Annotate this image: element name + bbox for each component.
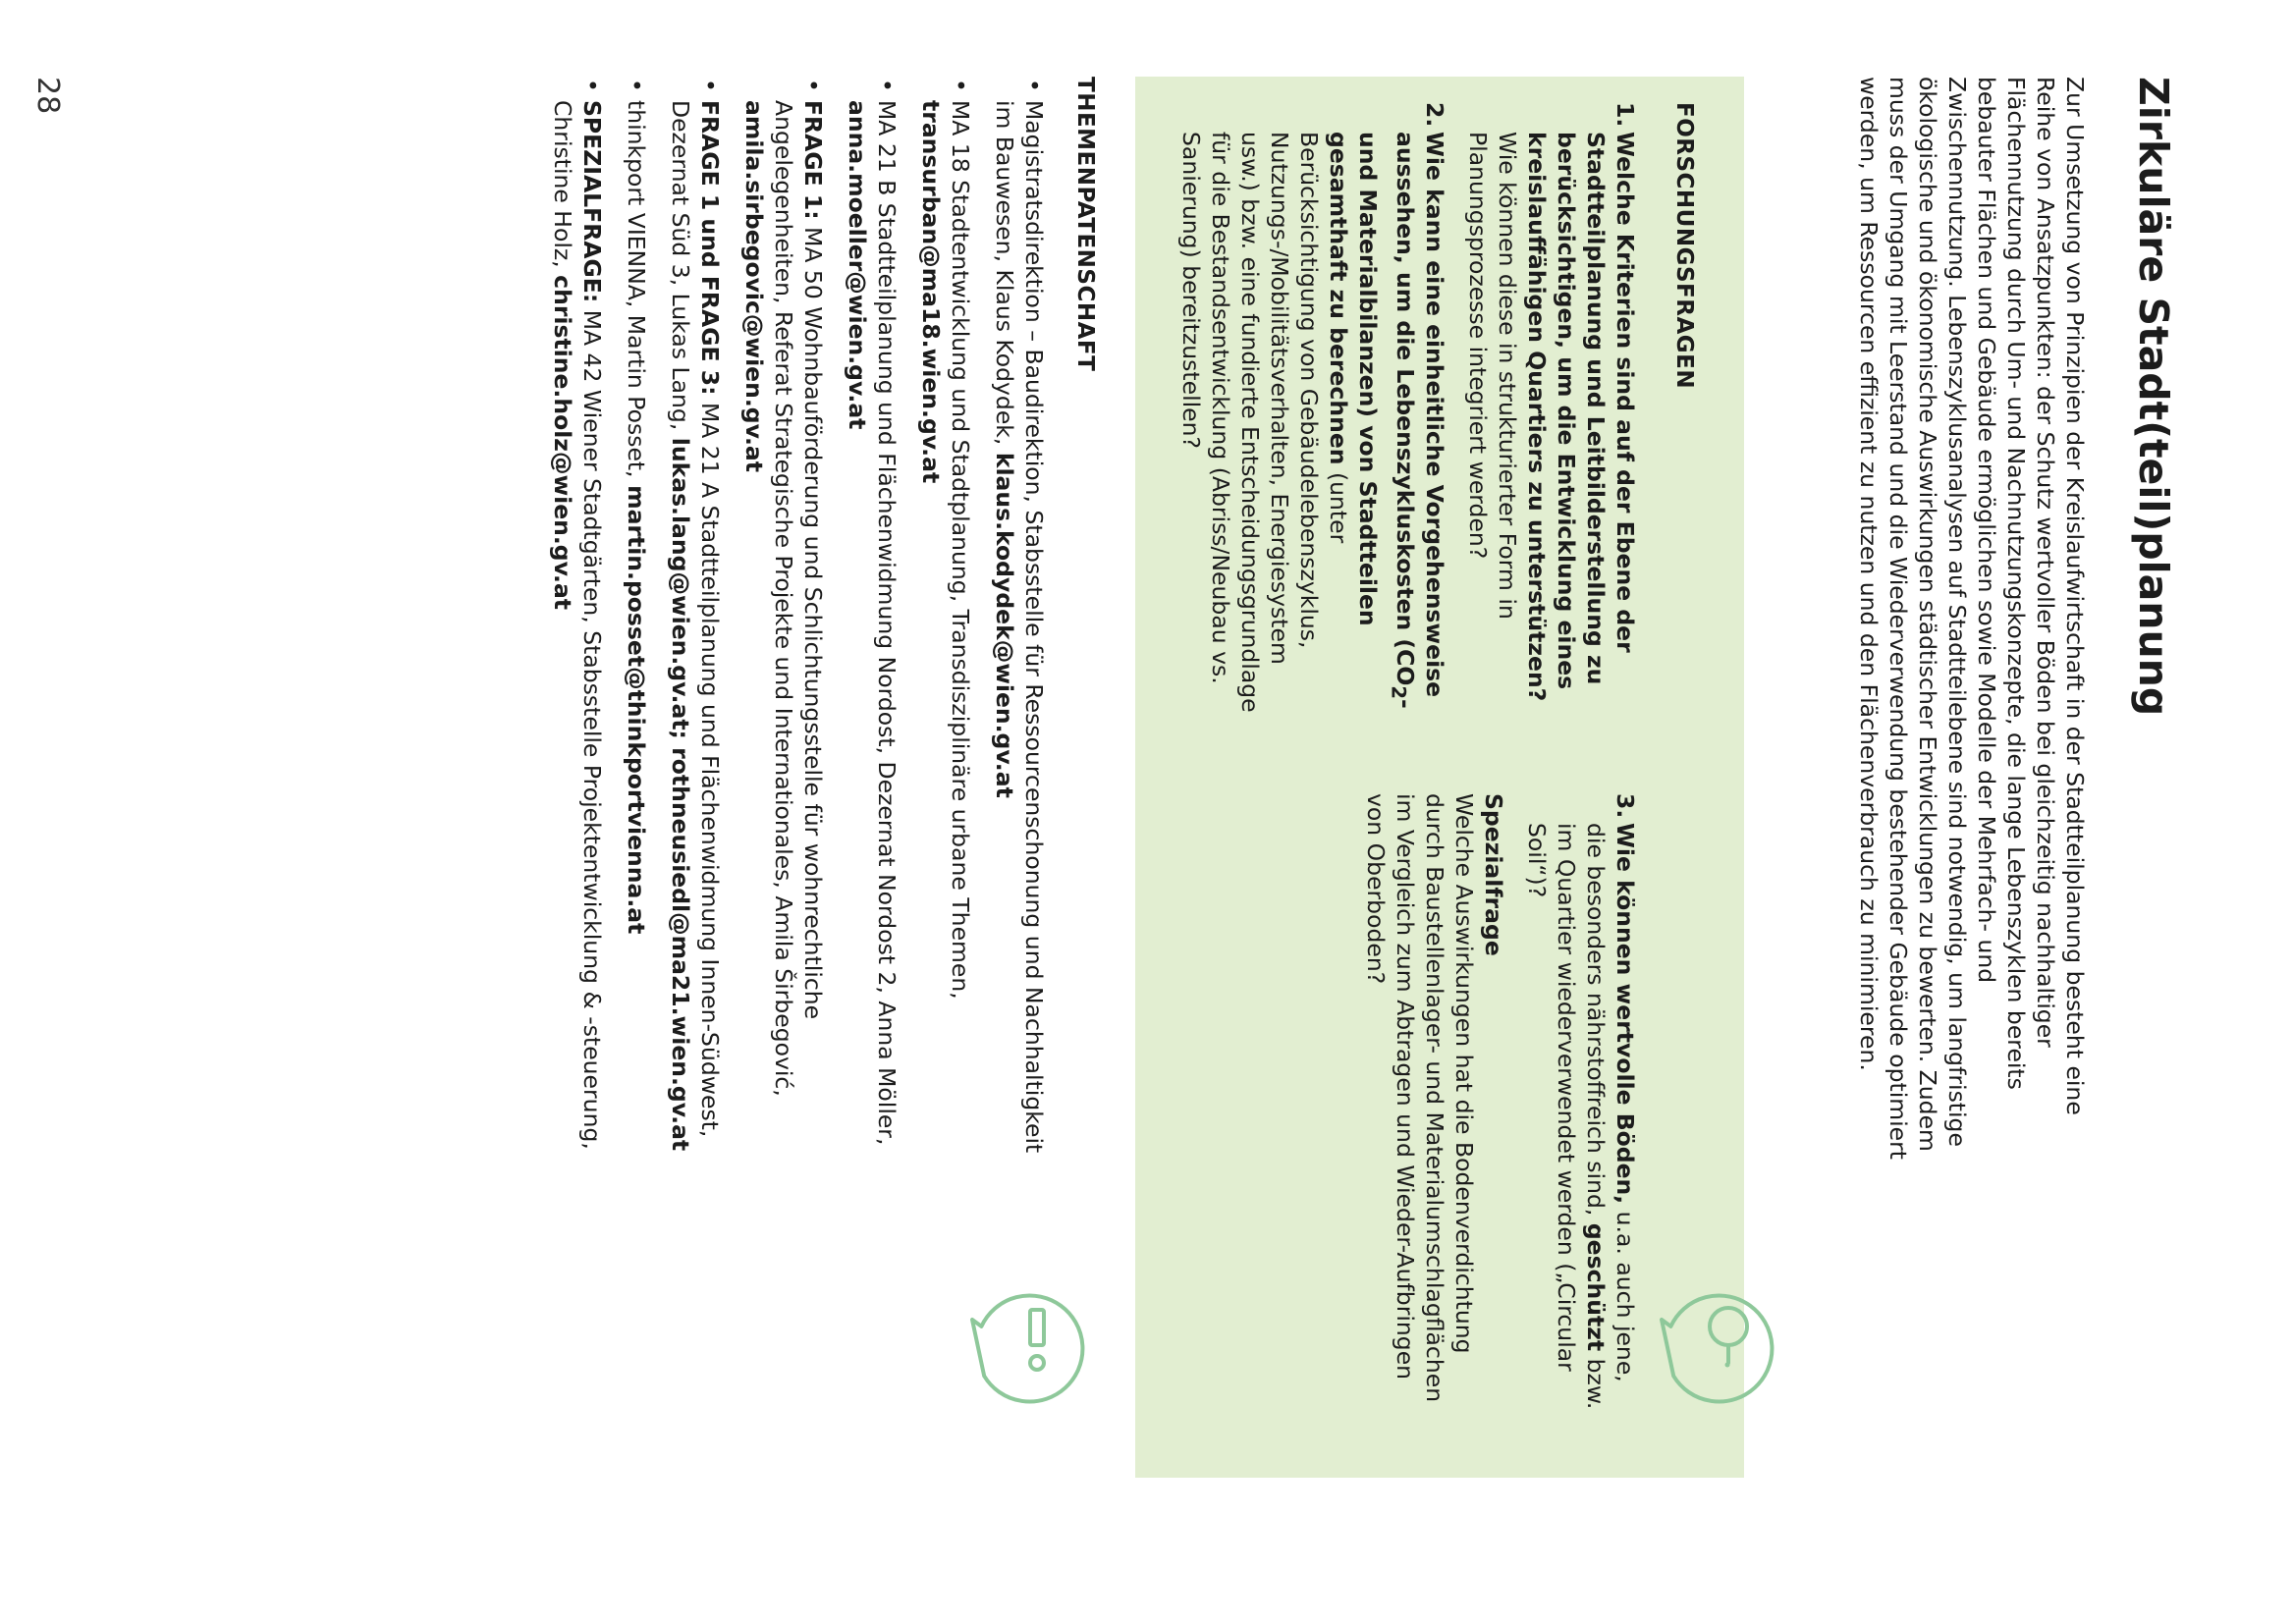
email-address: anna.moeller@wien.gv.at bbox=[844, 100, 871, 430]
page-title: Zirkuläre Stadt(teil)planung bbox=[2130, 77, 2177, 717]
question-text: Wie können wertvolle Böden, u.a. auch jene, die besonders nährstoffreich sind, geschützt bzw. im Quartier wiederverwendet werden („Circular Soil“)? bbox=[1523, 823, 1639, 1410]
question-text: Wie kann eine einheitliche Vorgehensweise aussehen, um die Lebenszykluskosten ($CO_2-$ und Materialbilanzen) von Stadtteilen gesamthaft zu berechnen (unter Berücksichtigung von Gebäudelebenszyklus, Nutzungs-/Mobilitätsverhalten, Energiesystem usw.) bzw. eine fundierte Entscheidungsgrundlage für die Bestandsentwicklung (Abriss/Neubau vs. Sanierung) bereitzustellen? bbox=[1177, 132, 1448, 713]
intro-paragraph: Zur Umsetzung von Prinzipien der Kreislaufwirtschaft in der Stadtteilplanung besteht eine Reihe von Ansatzpunkten: der Schutz wertvoller Böden bei gleichzeitig nachhaltiger Flächennutzung durch Um- und Nachnutzungskonzepte, die lange Lebenszyklen bereits bebauter Flächen und Gebäude ermöglichen sowie Modelle der Mehrfach- und Zwischennutzung. Lebenszyklusanalysen auf Stadtteilebene sind notwendig, um langfristige ökologische und ökonomische Auswirkungen städtischer Entwicklungen zu bewerten. Zudem muss der Umgang mit Leerstand und die Wiederverwendung bestehender Gebäude optimiert werden, um Ressourcen effizient zu nutzen und den Flächenverbrauch zu minimieren. bbox=[1855, 77, 2090, 1160]
research-question-1 bbox=[1463, 102, 1640, 731]
research-questions-box bbox=[1135, 77, 1744, 1478]
question-speech-bubble-icon bbox=[1656, 1282, 1783, 1410]
email-address: transurban@ma18.wien.gv.at bbox=[917, 100, 945, 484]
special-question-heading: Spezialfrage bbox=[1480, 793, 1507, 956]
list-item: • thinkport VIENNA, Martin Posset, martin.posset@thinkportvienna.at bbox=[622, 77, 651, 1176]
special-question-text: Welche Auswirkungen hat die Bodenverdichtung durch Baustellenlager- und Materialumschlagflächen im Vergleich zum Abtragen und Wieder-Aufbringen von Oberboden? bbox=[1362, 793, 1478, 1403]
themenpatenschaft-heading: THEMENPATENSCHAFT bbox=[1072, 77, 1098, 372]
question-number: 3. bbox=[1611, 793, 1639, 819]
list-item: • FRAGE 1 und FRAGE 3: MA 21 A Stadtteilplanung und Flächenwidmung Innen-Südwest, Dezernat Süd 3, Lukas Lang, lukas.lang@wien.gv.at; rothneusiedl@ma21.wien.gv.at bbox=[666, 77, 725, 1176]
list-item: • MA 21 B Stadtteilplanung und Flächenwidmung Nordost, Dezernat Nordost 2, Anna Möller, anna.moeller@wien.gv.at bbox=[843, 77, 901, 1176]
question-number: 2. bbox=[1421, 102, 1448, 128]
list-item: • MA 18 Stadtentwicklung und Stadtplanung, Transdisziplinäre urbane Themen, transurban@ma18.wien.gv.at bbox=[916, 77, 975, 1176]
research-question-2 bbox=[1176, 102, 1449, 731]
list-item: • FRAGE 1: MA 50 Wohnbauförderung und Schlichtungsstelle für wohnrechtliche Angelegenheiten, Referat Strategische Projekte und Internationales, Amila Širbegović, amila.sirbegovic@wien.gv.at bbox=[739, 77, 828, 1176]
question-number: 1. bbox=[1611, 102, 1639, 128]
themenpatenschaft-list bbox=[533, 77, 1049, 1176]
email-address: klaus.kodydek@wien.gv.at bbox=[991, 452, 1018, 798]
list-item: • Magistratsdirektion – Baudirektion, Stabsstelle für Ressourcenschonung und Nachhaltigkeit im Bauwesen, Klaus Kodydek, klaus.kodydek@wien.gv.at bbox=[990, 77, 1049, 1176]
email-address: amila.sirbegovic@wien.gv.at bbox=[740, 100, 768, 473]
email-address: lukas.lang@wien.gv.at; rothneusiedl@ma21.wien.gv.at bbox=[667, 437, 694, 1152]
research-question-3 bbox=[1522, 793, 1640, 1422]
question-text: Welche Kriterien sind auf der Ebene der Stadtteilplanung und Leitbilderstellung zu berücksichtigen, um die Entwicklung eines kreislauffähigen Quartiers zu unterstützen? Wie können diese in strukturierter Form in Planungsprozesse integriert werden? bbox=[1464, 132, 1639, 702]
page-number: 28 bbox=[30, 77, 65, 115]
research-column-left bbox=[1163, 102, 1640, 731]
exclamation-speech-bubble-icon bbox=[966, 1282, 1094, 1410]
research-heading: FORSCHUNGSFRAGEN bbox=[1671, 102, 1697, 390]
list-item: • SPEZIALFRAGE: MA 42 Wiener Stadtgärten, Stabsstelle Projektentwicklung & -steuerung, Christine Holz, christine.holz@wien.gv.at bbox=[548, 77, 607, 1176]
email-address: christine.holz@wien.gv.at bbox=[549, 275, 576, 611]
email-address: martin.posset@thinkportvienna.at bbox=[623, 485, 650, 935]
research-column-right bbox=[1361, 793, 1640, 1422]
